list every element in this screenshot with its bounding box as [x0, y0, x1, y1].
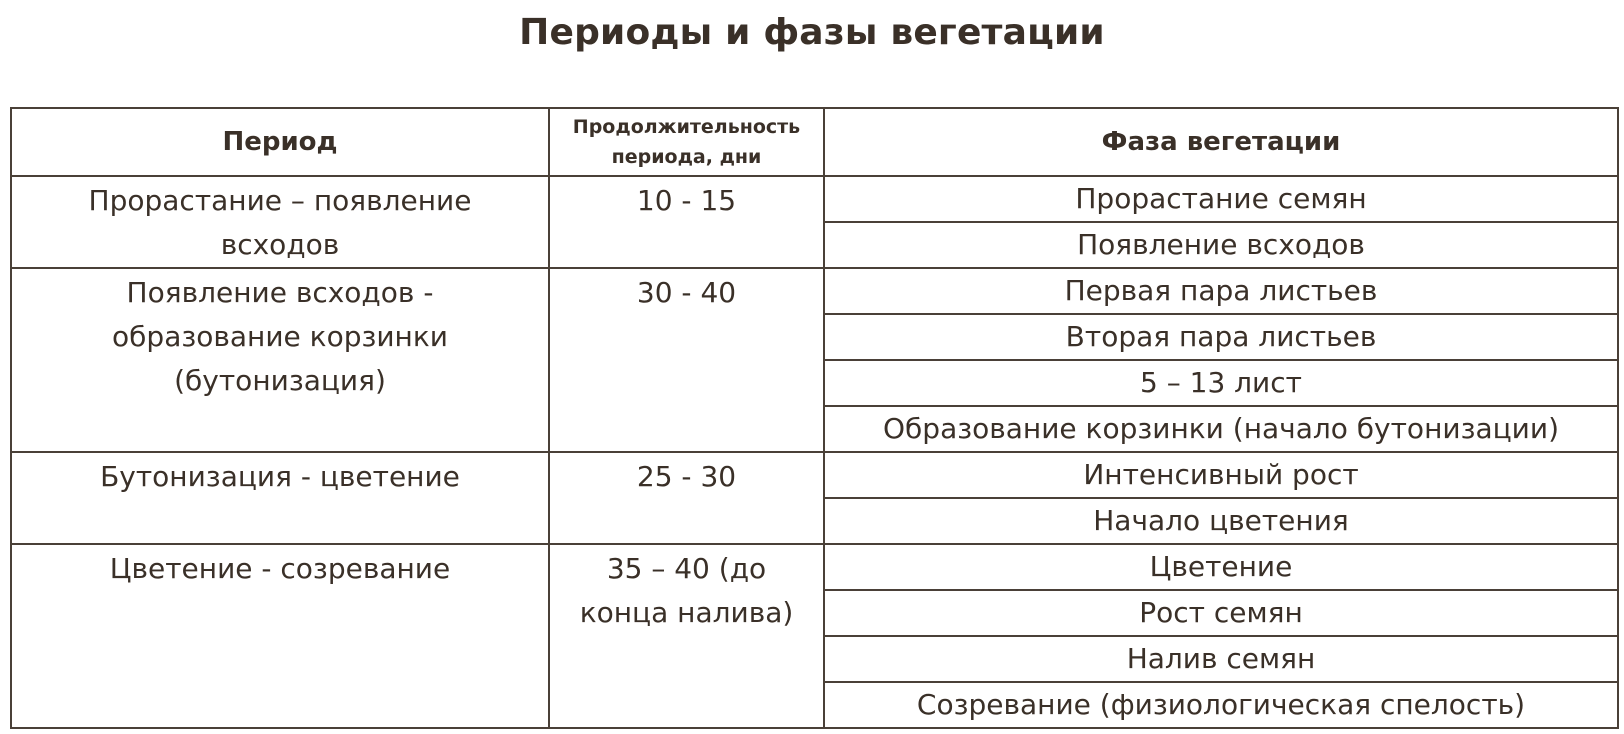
- duration-line: 10 - 15: [636, 184, 737, 217]
- table-header-row: [11, 108, 1618, 176]
- duration-cell: [549, 176, 824, 268]
- period-cell: [11, 268, 549, 452]
- phase-cell: Вторая пара листьев: [824, 314, 1618, 360]
- period-line: образование корзинки: [112, 320, 448, 353]
- duration-cell: [549, 268, 824, 452]
- period-line: (бутонизация): [174, 364, 386, 397]
- period-line: Бутонизация - цветение: [100, 460, 460, 493]
- phase-cell: Появление всходов: [824, 222, 1618, 268]
- phase-cell: Прорастание семян: [824, 176, 1618, 222]
- period-line: всходов: [220, 228, 340, 261]
- phase-cell: Налив семян: [824, 636, 1618, 682]
- duration-cell: [549, 452, 824, 544]
- duration-line: 30 - 40: [636, 276, 737, 309]
- period-cell: [11, 176, 549, 268]
- table-row: [11, 176, 1618, 222]
- header-duration-line1: Продолжительность: [572, 116, 801, 138]
- phase-cell: 5 – 13 лист: [824, 360, 1618, 406]
- header-phase: Фаза вегетации: [824, 108, 1618, 176]
- phase-cell: Образование корзинки (начало бутонизации): [824, 406, 1618, 452]
- header-duration: [549, 108, 824, 176]
- phase-cell: Интенсивный рост: [824, 452, 1618, 498]
- phase-cell: Начало цветения: [824, 498, 1618, 544]
- table-row: [11, 452, 1618, 498]
- duration-line: 35 – 40 (до: [606, 552, 767, 585]
- phase-cell: Первая пара листьев: [824, 268, 1618, 314]
- period-line: Цветение - созревание: [109, 552, 451, 585]
- duration-cell: [549, 544, 824, 728]
- vegetation-table: [10, 107, 1619, 729]
- period-cell: [11, 452, 549, 544]
- duration-line: 25 - 30: [636, 460, 737, 493]
- period-line: Прорастание – появление: [88, 184, 472, 217]
- header-duration-line2: периода, дни: [611, 146, 762, 168]
- table-row: [11, 268, 1618, 314]
- header-period: Период: [11, 108, 549, 176]
- table-row: [11, 544, 1618, 590]
- phase-cell: Рост семян: [824, 590, 1618, 636]
- phase-cell: Созревание (физиологическая спелость): [824, 682, 1618, 728]
- period-line: Появление всходов -: [126, 276, 434, 309]
- period-cell: [11, 544, 549, 728]
- duration-line: конца налива): [579, 596, 794, 629]
- phase-cell: Цветение: [824, 544, 1618, 590]
- page-title: Периоды и фазы вегетации: [519, 12, 1105, 53]
